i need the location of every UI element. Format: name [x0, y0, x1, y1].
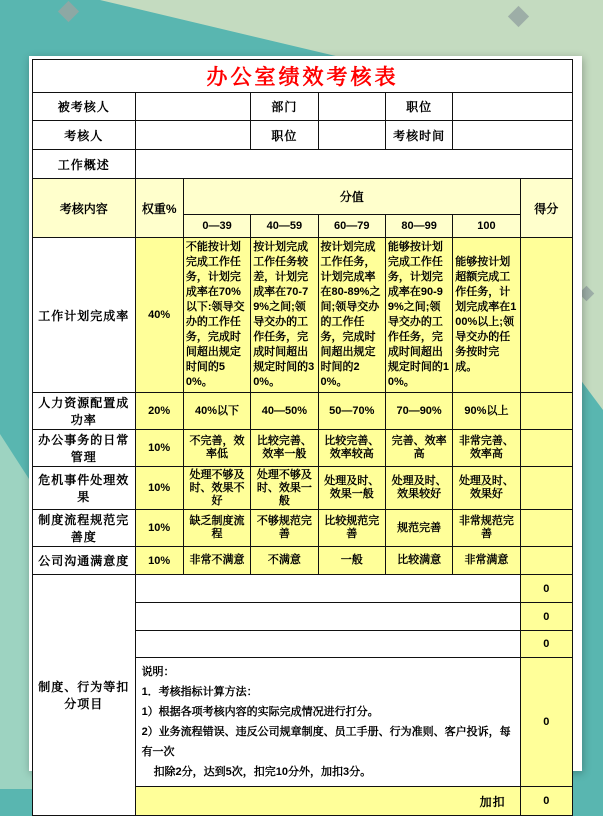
- criteria-level-cell: 不够规范完善: [251, 510, 318, 547]
- header-range-40-59: 40—59: [251, 215, 318, 238]
- criteria-weight: 10%: [135, 547, 183, 575]
- deduction-score-cell[interactable]: 0: [520, 603, 572, 631]
- field-evaluee[interactable]: [135, 93, 251, 121]
- criteria-level-cell: 非常规范完善: [453, 510, 520, 547]
- criteria-label: 危机事件处理效果: [33, 467, 136, 510]
- criteria-level-cell: 完善、效率高: [385, 430, 452, 467]
- instructions-note: [135, 658, 520, 787]
- header-range-80-99: 80—99: [385, 215, 452, 238]
- score-cell[interactable]: [520, 238, 572, 393]
- criteria-level-cell: 40%以下: [183, 393, 250, 430]
- header-range-0-39: 0—39: [183, 215, 250, 238]
- header-weight: 权重%: [135, 179, 183, 238]
- criteria-level-cell: 非常不满意: [183, 547, 250, 575]
- note-line: 1）根据各项考核内容的实际完成情况进行打分。: [141, 706, 379, 718]
- note-line: 2）业务流程错误、违反公司规章制度、员工手册、行为准则、客户投诉，每有一次: [141, 726, 511, 758]
- field-evaluator-position[interactable]: [318, 121, 385, 150]
- criteria-level-cell: 处理不够及时、效果不好: [183, 467, 250, 510]
- criteria-level-cell: 缺乏制度流程: [183, 510, 250, 547]
- label-department: 部门: [251, 93, 318, 121]
- criteria-level-cell: 90%以上: [453, 393, 520, 430]
- criteria-level-cell: 规范完善: [385, 510, 452, 547]
- header-score: 得分: [520, 179, 572, 238]
- criteria-level-cell: 处理及时、效果一般: [318, 467, 385, 510]
- criteria-level-cell: 比较完善、效率一般: [251, 430, 318, 467]
- label-evaluator-position: 职位: [251, 121, 318, 150]
- label-evaluator: 考核人: [33, 121, 136, 150]
- criteria-weight: 40%: [135, 238, 183, 393]
- deduction-score-cell[interactable]: 0: [520, 658, 572, 787]
- deduction-entry-field[interactable]: [135, 603, 520, 631]
- label-position: 职位: [385, 93, 452, 121]
- criteria-label: 制度流程规范完善度: [33, 510, 136, 547]
- criteria-level-cell: 能够按计划完成工作任务，计划完成率在90-99%之间;领导交办的工作任务，完成时间超出规定时间的10%。: [385, 238, 452, 393]
- criteria-level-cell: 处理及时、效果较好: [385, 467, 452, 510]
- deduction-score-cell[interactable]: 0: [520, 575, 572, 603]
- criteria-level-cell: 按计划完成工作任务，计划完成率在80-89%之间;领导交办的工作任务，完成时间超出规定时间的20%。: [318, 238, 385, 393]
- note-line: 说明：: [141, 666, 175, 678]
- evaluation-table: [32, 59, 573, 816]
- field-department[interactable]: [318, 93, 385, 121]
- criteria-level-cell: 70—90%: [385, 393, 452, 430]
- label-work-summary: 工作概述: [33, 150, 136, 179]
- label-evaluee: 被考核人: [33, 93, 136, 121]
- label-evaluation-time: 考核时间: [385, 121, 452, 150]
- criteria-level-cell: 一般: [318, 547, 385, 575]
- criteria-level-cell: 处理及时、效果好: [453, 467, 520, 510]
- deduction-score-cell[interactable]: 0: [520, 631, 572, 658]
- criteria-label: 公司沟通满意度: [33, 547, 136, 575]
- deduction-entry-field[interactable]: [135, 575, 520, 603]
- score-cell[interactable]: [520, 547, 572, 575]
- field-position[interactable]: [453, 93, 573, 121]
- header-criteria: 考核内容: [33, 179, 136, 238]
- deduction-score-cell[interactable]: 0: [520, 787, 572, 816]
- score-cell[interactable]: [520, 467, 572, 510]
- criteria-level-cell: 40—50%: [251, 393, 318, 430]
- header-range-100: 100: [453, 215, 520, 238]
- criteria-weight: 10%: [135, 467, 183, 510]
- criteria-level-cell: 按计划完成工作任务较差，计划完成率在70-79%之间;领导交办的工作任务，完成时间超出规定时间的30%。: [251, 238, 318, 393]
- criteria-level-cell: 比较完善、效率较高: [318, 430, 385, 467]
- criteria-level-cell: 50—70%: [318, 393, 385, 430]
- form-title: 办公室绩效考核表: [33, 60, 573, 93]
- criteria-label: 工作计划完成率: [33, 238, 136, 393]
- note-line: 扣除2分，达到5次，扣完10分外，加扣3分。: [153, 766, 372, 778]
- label-extra-deduction: 加扣: [135, 787, 520, 816]
- score-cell[interactable]: [520, 430, 572, 467]
- score-cell[interactable]: [520, 510, 572, 547]
- criteria-level-cell: 比较满意: [385, 547, 452, 575]
- criteria-level-cell: 处理不够及时、效果一般: [251, 467, 318, 510]
- header-score-band: 分值: [183, 179, 520, 215]
- field-evaluator[interactable]: [135, 121, 251, 150]
- header-range-60-79: 60—79: [318, 215, 385, 238]
- criteria-level-cell: 能够按计划超额完成工作任务，计划完成率在100%以上;领导交办的任务按时完成。: [453, 238, 520, 393]
- criteria-level-cell: 不能按计划完成工作任务，计划完成率在70%以下:领导交办的工作任务，完成时间超出规定时间的50%。: [183, 238, 250, 393]
- criteria-weight: 10%: [135, 430, 183, 467]
- criteria-label: 人力资源配置成功率: [33, 393, 136, 430]
- criteria-level-cell: 不满意: [251, 547, 318, 575]
- label-deduction-section: 制度、行为等扣分项目: [33, 575, 136, 816]
- field-evaluation-time[interactable]: [453, 121, 573, 150]
- score-cell[interactable]: [520, 393, 572, 430]
- criteria-weight: 10%: [135, 510, 183, 547]
- criteria-level-cell: 非常完善、效率高: [453, 430, 520, 467]
- criteria-level-cell: 非常满意: [453, 547, 520, 575]
- note-line: 1．考核指标计算方法：: [141, 686, 258, 698]
- criteria-weight: 20%: [135, 393, 183, 430]
- deduction-entry-field[interactable]: [135, 631, 520, 658]
- evaluation-form-sheet: [29, 56, 582, 809]
- field-work-summary[interactable]: [135, 150, 572, 179]
- criteria-label: 办公事务的日常管理: [33, 430, 136, 467]
- criteria-level-cell: 不完善，效率低: [183, 430, 250, 467]
- criteria-level-cell: 比较规范完善: [318, 510, 385, 547]
